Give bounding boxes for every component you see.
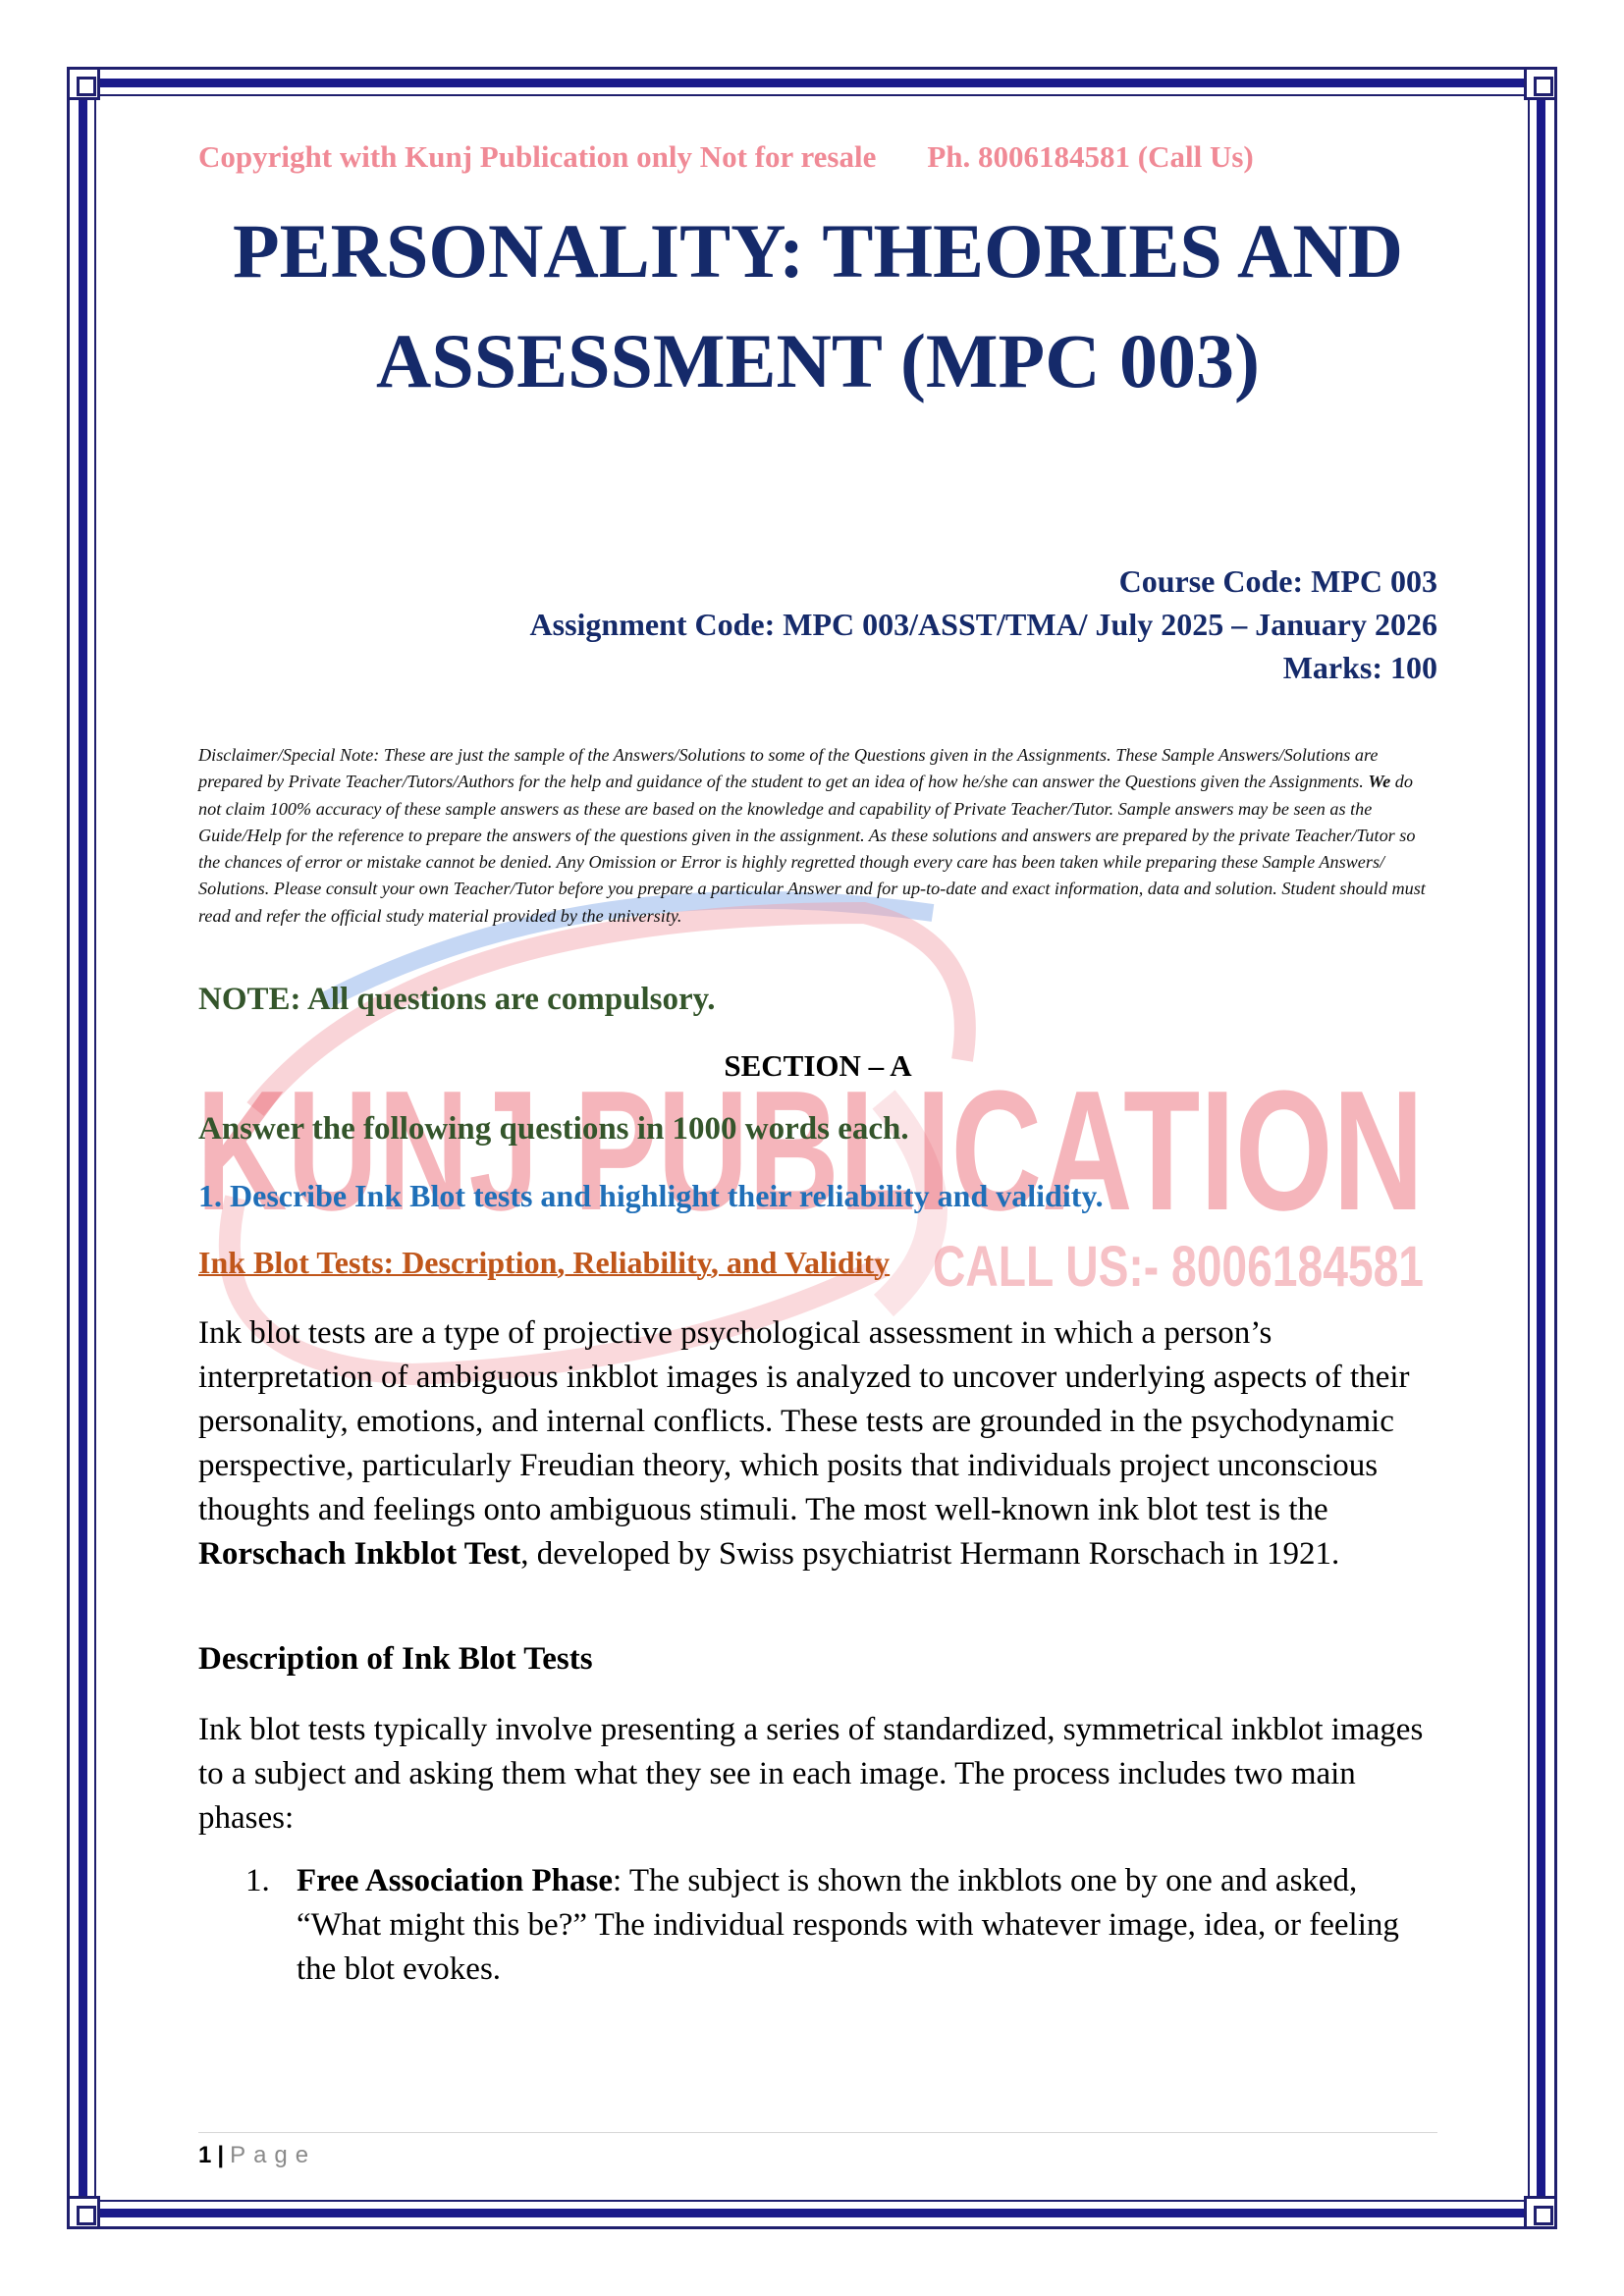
assignment-meta bbox=[530, 560, 1438, 689]
border-corner-top-left bbox=[67, 67, 100, 100]
watermark-call-text: CALL US:- 8006184581 bbox=[933, 1235, 1424, 1299]
section-heading: SECTION – A bbox=[724, 1048, 912, 1083]
answer-heading: Ink Blot Tests: Description, Reliability, and Validity bbox=[198, 1245, 891, 1280]
page-number: 1 bbox=[198, 2142, 212, 2168]
disclaimer-part-1: Disclaimer/Special Note: These are just the sample of the Answers/Solutions to some of the Questions given in the Assignments. These Sample Answers/Solutions are prepared by Private Teacher/Tutors/Authors for the help and guidance of the student to get an idea of how he/she can answer the Questions given the Assignments. bbox=[198, 745, 1379, 792]
instruction-text: Answer the following questions in 1000 words each. bbox=[198, 1111, 909, 1147]
page-footer bbox=[198, 2142, 316, 2169]
disclaimer-part-2: do not claim 100% accuracy of these sample answers as these are based on the knowledge and capability of Private Teacher/Tutor. Sample answers may be seen as the Guide/Help for the reference to prepare the answers of the questions given in the assignment. As these solutions and answers are prepared by the private Teacher/Tutor so the chances of error or mistake cannot be denied. Any Omission or Error is highly regretted though every care has been taken while preparing these Sample Answers/ Solutions. Please consult your own Teacher/Tutor before you prepare a particular Answer and for up-to-date and exact information, data and solution. Student should must read and refer the official study material provided by the university. bbox=[198, 772, 1426, 926]
para1-bold: Rorschach Inkblot Test bbox=[198, 1536, 521, 1572]
list-item-bold: Free Association Phase bbox=[297, 1863, 614, 1898]
list-item-number: 1. bbox=[245, 1863, 270, 1898]
footer-divider bbox=[198, 2132, 1437, 2133]
page-separator: | bbox=[217, 2142, 225, 2168]
list-item-body: : The subject is shown the inkblots one by one and asked, “What might this be?” The individual responds with whatever image, idea, or feeling the blot evokes. bbox=[297, 1863, 1399, 1987]
para1-after: , developed by Swiss psychiatrist Hermann Rorschach in 1921. bbox=[520, 1536, 1340, 1572]
marks: Marks: 100 bbox=[1282, 650, 1437, 685]
copyright-line bbox=[198, 139, 1437, 175]
copyright-text: Copyright with Kunj Publication only Not for resale bbox=[198, 139, 877, 174]
paragraph-intro bbox=[198, 1311, 1437, 1576]
document-title bbox=[198, 196, 1437, 416]
border-corner-top-right bbox=[1524, 67, 1557, 100]
course-code: Course Code: MPC 003 bbox=[1118, 563, 1437, 599]
assignment-code: Assignment Code: MPC 003/ASST/TMA/ July 2025 – January 2026 bbox=[529, 607, 1437, 642]
paragraph-description: Ink blot tests typically involve presenting a series of standardized, symmetrical inkblot images to a subject and asking them what they see in each image. The process includes two main phases: bbox=[198, 1712, 1424, 1836]
disclaimer-bold: We bbox=[1368, 772, 1391, 792]
title-line-2: ASSESSMENT (MPC 003) bbox=[375, 318, 1260, 403]
page-label: Page bbox=[230, 2142, 317, 2168]
phone-text: Ph. 8006184581 (Call Us) bbox=[927, 139, 1254, 174]
border-corner-bottom-left bbox=[67, 2196, 100, 2229]
watermark-brand-text: KUNJ PUBLICATION bbox=[196, 1054, 1424, 1246]
question-1: 1. Describe Ink Blot tests and highlight their reliability and validity. bbox=[198, 1178, 1104, 1213]
title-line-1: PERSONALITY: THEORIES AND bbox=[232, 208, 1403, 294]
disclaimer-note bbox=[198, 742, 1437, 930]
para1-before: Ink blot tests are a type of projective psychological assessment in which a person’s interpretation of ambiguous inkblot images is analyzed to uncover underlying aspects of their personality, emotions, and internal conflicts. These tests are grounded in the psychodynamic perspective, particularly Freudian theory, which posits that individuals project unconscious thoughts and feelings onto ambiguous stimuli. The most well-known ink blot test is the bbox=[198, 1315, 1410, 1527]
list-item-text bbox=[297, 1859, 1435, 1992]
note-text: NOTE: All questions are compulsory. bbox=[198, 982, 716, 1017]
border-corner-bottom-right bbox=[1524, 2196, 1557, 2229]
subheading-description: Description of Ink Blot Tests bbox=[198, 1641, 593, 1677]
